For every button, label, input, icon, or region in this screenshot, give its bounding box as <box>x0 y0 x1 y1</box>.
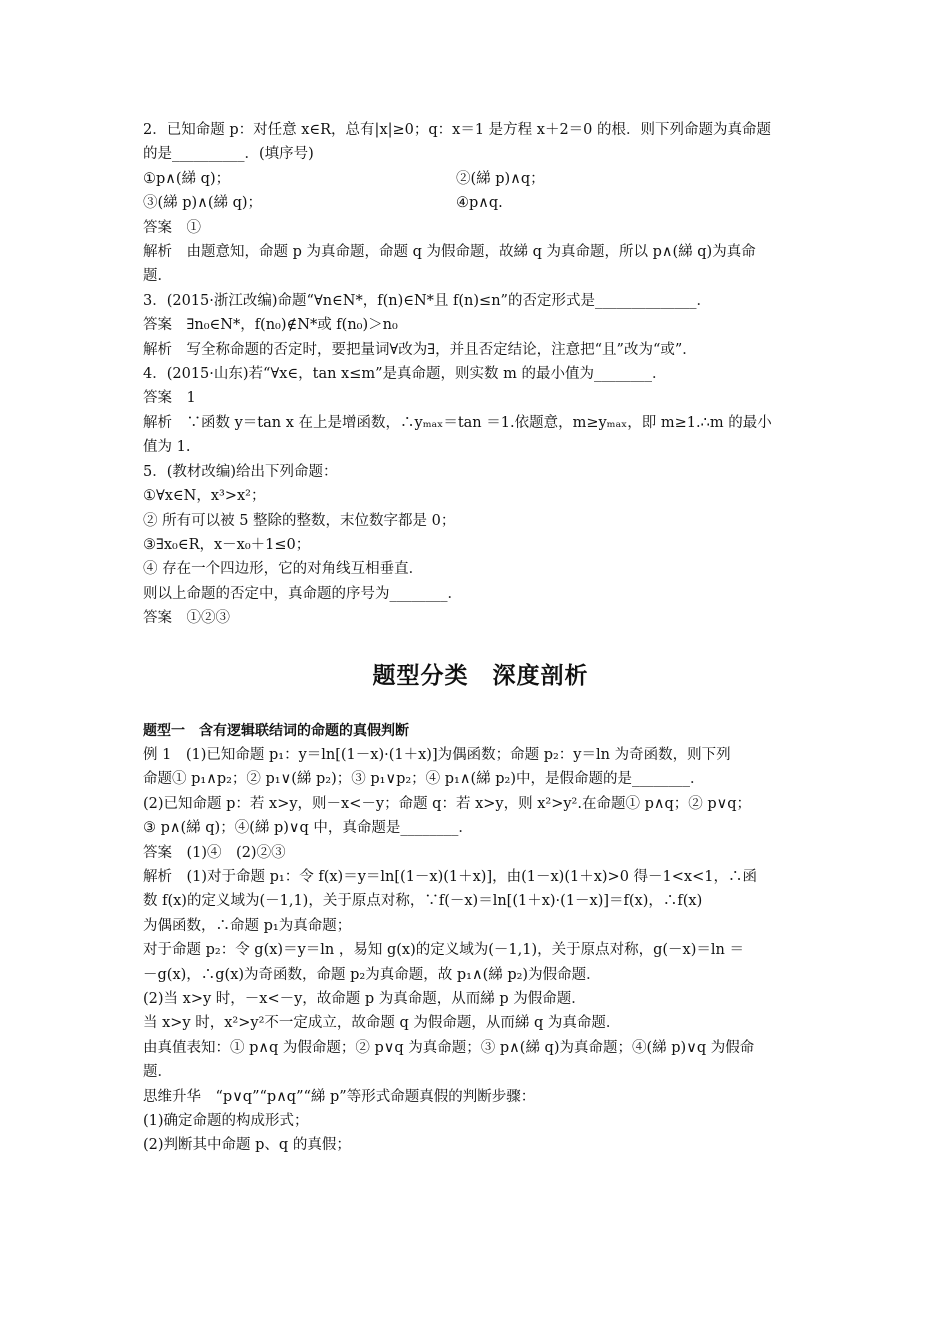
q3-analysis: 解析 写全称命题的否定时，要把量词∀改为∃，并且否定结论，注意把“且”改为“或”． <box>143 341 697 358</box>
q3-line1: 3．(2015·浙江改编)命题“∀n∈N*，f(n)∈N*且 f(n)≤n”的否定形式是______________． <box>143 292 711 309</box>
example1-analysis-3: 为偶函数，∴命题 p₁为真命题； <box>143 917 352 934</box>
q2-analysis-2: 题． <box>143 268 172 285</box>
document-body <box>143 118 818 1158</box>
q4-analysis-2: 值为 1. <box>143 439 191 456</box>
q5-answer: 答案 ①②③ <box>143 610 230 627</box>
example1-analysis-1: 解析 (1)对于命题 p₁：令 f(x)＝y＝ln[(1－x)(1＋x)]，由(1－x)(1＋x)>0 得－1<x<1，∴函 <box>143 868 757 885</box>
thinking-step-1: (1)确定命题的构成形式； <box>143 1113 309 1130</box>
q5-item-4: ④ 存在一个四边形，它的对角线互相垂直． <box>143 561 424 578</box>
q2-line1: 2．已知命题 p：对任意 x∈R，总有|x|≥0；q：x＝1 是方程 x＋2＝0 的根．则下列命题为真命题 <box>143 122 772 138</box>
example1-analysis-9: 题． <box>143 1064 172 1081</box>
q4-answer: 答案 1 <box>143 390 196 407</box>
example1-answer: 答案 (1)④ (2)②③ <box>143 844 286 861</box>
q5-item-2: ② 所有可以被 5 整除的整数，末位数字都是 0； <box>143 512 456 529</box>
q2-options-row2 <box>143 191 818 215</box>
example1-analysis-4: 对于命题 p₂：令 g(x)＝y＝ln ，易知 g(x)的定义域为(－1,1)，关于原点对称，g(－x)＝ln ＝ <box>143 942 744 959</box>
example1-line3: (2)已知命题 p：若 x>y，则－x<－y；命题 q：若 x>y，则 x²>y².在命题① p∧q；② p∨q； <box>143 795 752 812</box>
q2-analysis-1: 解析 由题意知，命题 p 为真命题，命题 q 为假命题，故綈 q 为真命题，所以 p∧(綈 q)为真命 <box>143 244 756 261</box>
q3-answer: 答案 ∃n₀∈N*，f(n₀)∉N*或 f(n₀)＞n₀ <box>143 317 398 334</box>
q2-line2: 的是__________．(填序号) <box>143 146 314 163</box>
q5-line1: 5．(教材改编)给出下列命题： <box>143 463 338 480</box>
q2-answer: 答案 ① <box>143 219 201 236</box>
q4-line1: 4．(2015·山东)若“∀x∈，tan x≤m”是真命题，则实数 m 的最小值为________． <box>143 366 667 383</box>
thinking-summary-title: 思维升华 “p∨q”“p∧q”“綈 p”等形式命题真假的判断步骤： <box>143 1088 536 1105</box>
example1-analysis-8: 由真值表知：① p∧q 为假命题；② p∨q 为真命题；③ p∧(綈 q)为真命题；④(綈 p)∨q 为假命 <box>143 1039 755 1056</box>
q5-item-1: ①∀x∈N，x³>x²； <box>143 488 266 505</box>
q2-options-row1 <box>143 167 818 191</box>
section-title: 题型分类 深度剖析 <box>372 662 589 689</box>
type1-heading: 题型一 含有逻辑联结词的命题的真假判断 <box>143 722 409 739</box>
q2-option-1: ①p∧(綈 q)； <box>143 170 231 187</box>
example1-line1: 例 1 (1)已知命题 p₁：y＝ln[(1－x)·(1＋x)]为偶函数；命题 p₂：y＝ln 为奇函数，则下列 <box>143 746 731 763</box>
q2-option-3: ③(綈 p)∧(綈 q)； <box>143 195 263 212</box>
q5-item-3: ③∃x₀∈R，x－x₀＋1≤0； <box>143 536 311 553</box>
example1-analysis-2: 数 f(x)的定义域为(－1,1)，关于原点对称，∵f(－x)＝ln[(1＋x)·(1－x)]＝f(x)，∴f(x) <box>143 893 703 910</box>
q5-question: 则以上命题的否定中，真命题的序号为________． <box>143 585 462 602</box>
example1-line2: 命题① p₁∧p₂；② p₁∨(綈 p₂)；③ p₁∨p₂；④ p₁∧(綈 p₂)中，是假命题的是________． <box>143 771 705 788</box>
example1-line4: ③ p∧(綈 q)；④(綈 p)∨q 中，真命题是________． <box>143 820 473 837</box>
example1-analysis-6: (2)当 x>y 时，－x<－y，故命题 p 为真命题，从而綈 p 为假命题． <box>143 991 586 1007</box>
example1-analysis-5: －g(x)，∴g(x)为奇函数，命题 p₂为真命题，故 p₁∧(綈 p₂)为假命题． <box>143 966 601 983</box>
thinking-step-2: (2)判断其中命题 p、q 的真假； <box>143 1137 351 1154</box>
q2-option-4: ④p∧q. <box>456 195 503 212</box>
example1-analysis-7: 当 x>y 时，x²>y²不一定成立，故命题 q 为假命题，从而綈 q 为真命题． <box>143 1015 621 1032</box>
q2-option-2: ②(綈 p)∧q； <box>456 170 545 187</box>
q4-analysis-1: 解析 ∵函数 y＝tan x 在上是增函数，∴yₘₐₓ＝tan ＝1.依题意，m≥yₘₐₓ，即 m≥1.∴m 的最小 <box>143 414 772 431</box>
